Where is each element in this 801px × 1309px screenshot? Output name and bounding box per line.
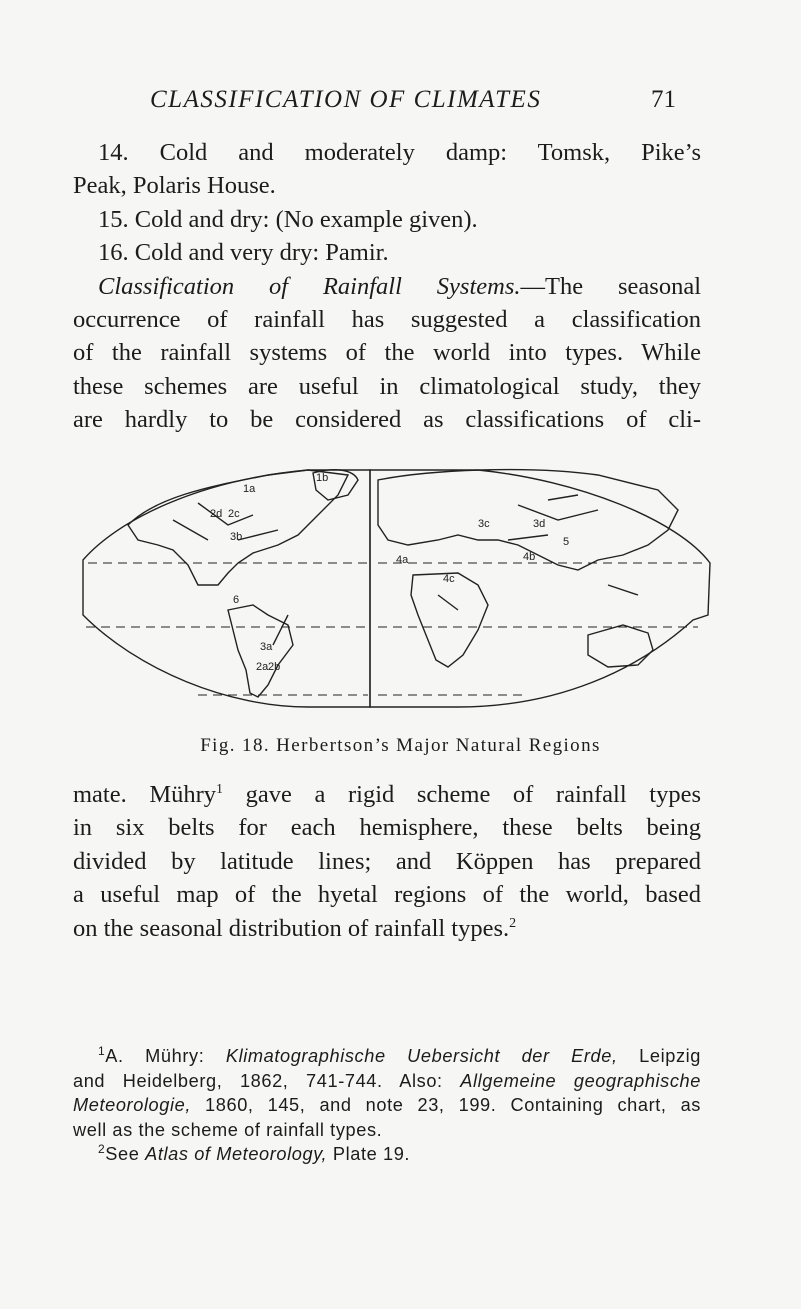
region-label: 6 [233,594,240,606]
footnote-1-line-3: Meteorologie, 1860, 145, and note 23, 199. Containing chart, as [73,1095,701,1116]
region-label: 3a [260,641,273,653]
map-svg [78,445,720,715]
region-label: 1a [243,483,256,495]
continuation-paragraph [73,778,701,945]
item-text: Cold and moderately damp: Tomsk, Pike’s [159,139,702,166]
australia-outline [588,625,653,667]
running-head [0,86,801,126]
list-item-14-continued [73,169,701,202]
page-number: 71 [651,86,676,113]
region-label: 3c [478,518,490,530]
footnote-2: $^2$See Atlas of Meteorology, Plate 19. [98,1142,411,1165]
item-number: 15. [98,205,129,233]
list-item-16 [73,236,701,269]
footnote-reference[interactable]: 2 [509,915,517,931]
paragraph-line: are hardly to be considered as classifications of cli- [73,406,701,434]
world-regions-map [78,445,720,715]
region-label: 3b [230,531,243,543]
region-label: 2b [268,661,281,673]
region-label: 2c [228,508,240,520]
footnotes [73,1044,701,1167]
paragraph-line: divided by latitude lines; and Köppen has prepared [73,847,701,875]
section-heading: Classification of Rainfall Systems. [98,272,521,300]
paragraph-line: a useful map of the hyetal regions of the world, based [73,881,701,909]
footnote-1-line-4: well as the scheme of rainfall types. [73,1119,383,1140]
rainfall-paragraph-line-1 [73,270,701,303]
footnote-marker: 2 [98,1142,106,1157]
paragraph-line: of the rainfall systems of the world into types. While [73,339,701,367]
figure-caption: Fig. 18. Herbertson’s Major Natural Regions [200,735,601,756]
region-label: 2a [256,661,269,673]
map-frame-east [370,470,710,707]
item-number: 14. [98,139,129,166]
africa-outline [411,573,488,667]
paragraph-line: in six belts for each hemisphere, these belts being [73,814,701,842]
item-number: 16. [98,239,129,267]
region-label: 3d [533,518,546,530]
running-title: CLASSIFICATION OF CLIMATES [150,86,542,113]
list-item-15 [73,203,701,236]
footnote-1-line-2: and Heidelberg, 1862, 741-744. Also: Allgemeine geographische [73,1070,701,1091]
footnote-marker: 1 [98,1043,106,1058]
region-label: 4c [443,573,455,585]
list-item-14 [73,136,701,169]
paragraph-line: occurrence of rainfall has suggested a classification [73,306,701,334]
region-label: 4a [396,554,409,566]
paragraph-text: —The seasonal [520,272,701,300]
region-label: 4b [523,551,536,563]
footnote-1: $^1$A. Mühry: Klimatographische Uebersicht der Erde, Leipzig [98,1043,701,1066]
region-label: 1b [316,472,329,484]
paragraph-line: mate. Mühry$^1$ gave a rigid scheme of rainfall types [73,781,701,808]
climate-list [73,136,701,437]
region-label: 2d [210,508,223,520]
item-text: Cold and very dry: Pamir. [134,239,389,267]
region-line [173,495,638,645]
item-text: Cold and dry: (No example given). [134,205,478,233]
paragraph-line: these schemes are useful in climatological study, they [73,372,701,400]
paragraph-line: on the seasonal distribution of rainfall types.$^2$ [73,914,517,942]
footnote-reference[interactable]: 1 [216,781,224,797]
item-text-continued: Peak, Polaris House. [73,172,276,200]
region-label: 5 [563,536,570,548]
